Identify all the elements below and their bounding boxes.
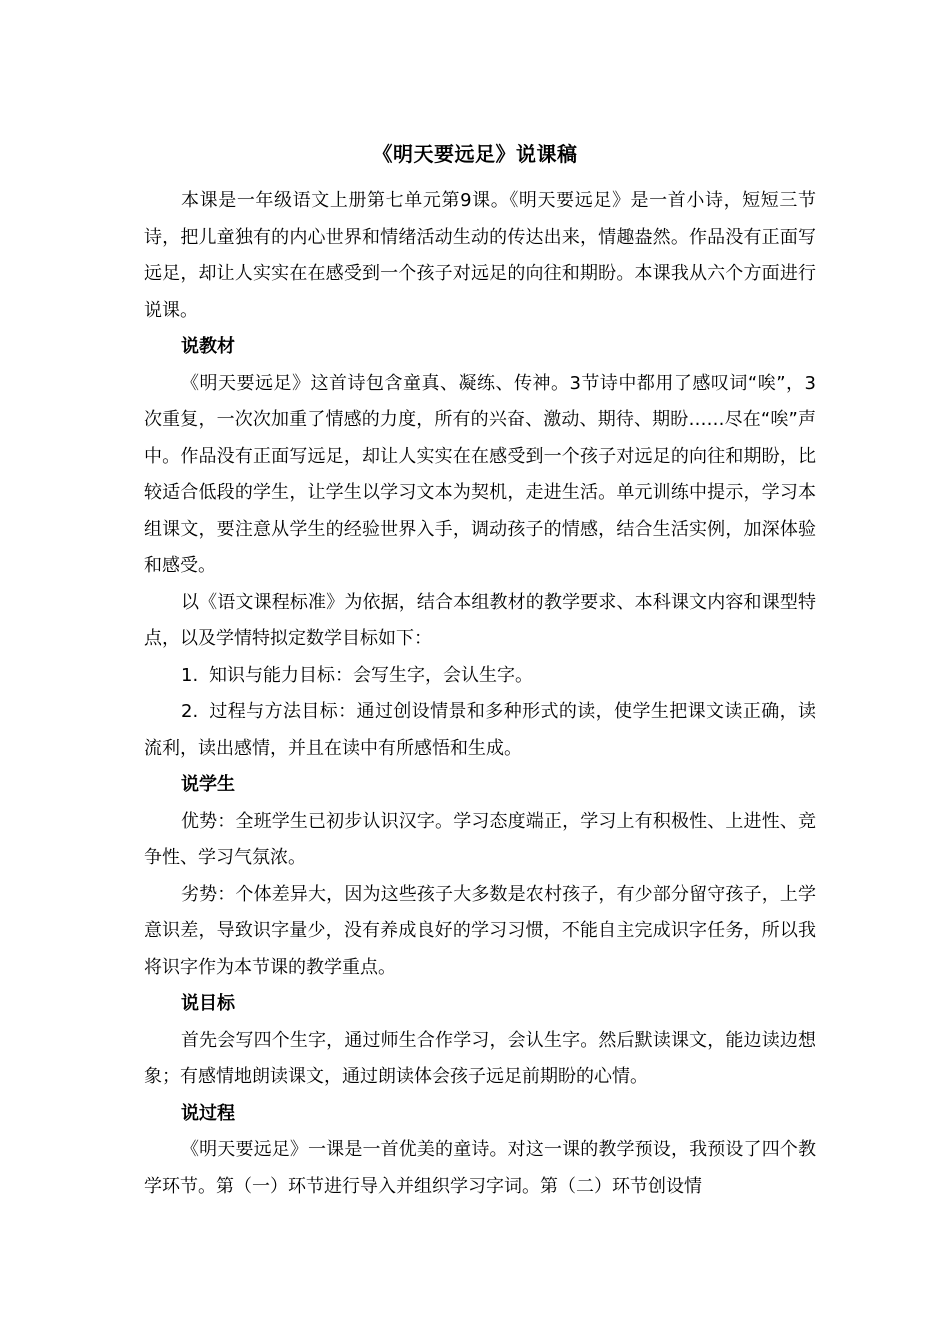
section-heading-students: 说学生: [181, 774, 235, 795]
intro-paragraph: 本课是一年级语文上册第七单元第9课。《明天要远足》是一首小诗，短短三节诗，把儿童独有的内心世界和情绪活动生动的传达出来，情趣盎然。作品没有正面写远足，却让人实实在在感受到一个孩子对远足的向往和期盼。本课我从六个方面进行说课。: [144, 190, 816, 321]
list-number: 2.: [181, 701, 199, 722]
students-paragraph-strengths: 优势：全班学生已初步认识汉字。学习态度端正，学习上有积极性、上进性、竞争性、学习气氛浓。: [144, 810, 816, 868]
goal-list-item-2: [144, 694, 816, 767]
process-paragraph: 《明天要远足》一课是一首优美的童诗。对这一课的教学预设，我预设了四个教学环节。第（一）环节进行导入并组织学习字词。第（二）环节创设情: [144, 1139, 816, 1197]
list-item-text: 知识与能力目标：会写生字，会认生字。: [209, 664, 533, 686]
document-title: 《明天要远足》说课稿: [372, 142, 578, 166]
document-body: [144, 183, 816, 1205]
section-heading-goals: 说目标: [181, 993, 235, 1014]
list-number: 1.: [181, 664, 199, 686]
goals-paragraph: 首先会写四个生字，通过师生合作学习，会认生字。然后默读课文，能边读边想象；有感情地朗读课文，通过朗读体会孩子远足前期盼的心情。: [144, 1029, 816, 1087]
textbook-paragraph-1: 《明天要远足》这首诗包含童真、凝练、传神。3节诗中都用了感叹词“唉”，3次重复，一次次加重了情感的力度，所有的兴奋、激动、期待、期盼……尽在“唉”声中。作品没有正面写远足，却让人实实在在感受到一个孩子对远足的向往和期盼，比较适合低段的学生，让学生以学习文本为契机，走进生活。单元训练中提示，学习本组课文，要注意从学生的经验世界入手，调动孩子的情感，结合生活实例，加深体验和感受。: [144, 372, 816, 576]
section-heading-textbook: 说教材: [181, 336, 235, 357]
textbook-paragraph-2: 以《语文课程标准》为依据，结合本组教材的教学要求、本科课文内容和课型特点，以及学情特拟定数学目标如下：: [144, 591, 816, 649]
section-heading-process: 说过程: [181, 1102, 235, 1124]
students-paragraph-weaknesses: 劣势：个体差异大，因为这些孩子大多数是农村孩子，有少部分留守孩子，上学意识差，导致识字量少，没有养成良好的学习习惯，不能自主完成识字任务，所以我将识字作为本节课的教学重点。: [144, 883, 816, 978]
list-item-text: 过程与方法目标：通过创设情景和多种形式的读，使学生把课文读正确，读流利，读出感情，并且在读中有所感悟和生成。: [144, 701, 816, 759]
goal-list-item-1: [144, 658, 816, 695]
